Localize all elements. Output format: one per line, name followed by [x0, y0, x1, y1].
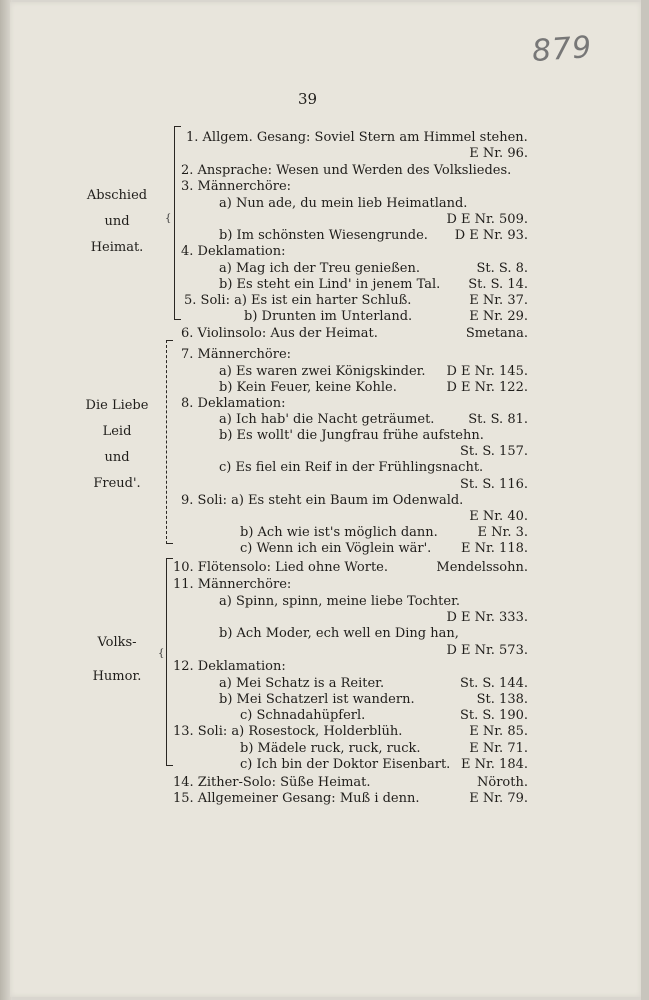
- bracket-cap: [166, 340, 173, 341]
- program-item-text: 1. Allgem. Gesang: Soviel Stern am Himmel stehen.: [186, 130, 528, 145]
- program-item-reference: E Nr. 71.: [469, 741, 528, 756]
- section-bracket-3: [166, 558, 167, 766]
- program-item-reference: E Nr. 184.: [461, 757, 528, 772]
- bracket-cap: [166, 765, 173, 766]
- section-label-line: und: [104, 450, 130, 465]
- program-item-text: a) Spinn, spinn, meine liebe Tochter.: [219, 594, 461, 609]
- program-item-text: b) Im schönsten Wiesengrunde.: [219, 228, 428, 243]
- section-label-humor: [67, 626, 167, 694]
- handwritten-note: 879: [530, 29, 594, 70]
- program-item-text: c) Ich bin der Doktor Eisenbart.: [240, 757, 451, 772]
- program-item-text: b) Kein Feuer, keine Kohle.: [219, 380, 397, 395]
- program-item-text: 3. Männerchöre:: [181, 179, 292, 194]
- program-item-text: b) Ach Moder, ech well en Ding han,: [219, 626, 459, 641]
- bracket-cap: [174, 126, 181, 127]
- program-item-reference: St. S. 116.: [459, 477, 528, 492]
- program-item-text: b) Mädele ruck, ruck, ruck.: [240, 741, 421, 756]
- section-label-line: Humor.: [92, 669, 142, 684]
- program-item-reference: E Nr. 40.: [469, 509, 528, 524]
- section-label-line: Freud'.: [93, 476, 141, 491]
- section-label-line: Volks-: [97, 635, 137, 650]
- program-item-text: 6. Violinsolo: Aus der Heimat.: [181, 326, 378, 341]
- section-label-line: Abschied: [86, 188, 148, 203]
- program-item-reference: St. S. 190.: [459, 708, 528, 723]
- program-item-text: 2. Ansprache: Wesen und Werden des Volksliedes.: [181, 163, 512, 178]
- program-item-text: 15. Allgemeiner Gesang: Muß i denn.: [173, 791, 420, 806]
- program-item-text: a) Es waren zwei Königskinder.: [219, 364, 426, 379]
- program-item-reference: Nöroth.: [477, 775, 528, 790]
- program-item-reference: D E Nr. 573.: [446, 643, 528, 658]
- program-item-text: 4. Deklamation:: [181, 244, 286, 259]
- program-item-reference: E Nr. 118.: [461, 541, 528, 556]
- program-item-text: 5. Soli: a) Es ist ein harter Schluß.: [184, 293, 412, 308]
- program-item-reference: St. S. 81.: [468, 412, 528, 427]
- program-item-reference: St. S. 144.: [459, 676, 528, 691]
- program-item-reference: St. S. 157.: [459, 444, 528, 459]
- program-item-text: b) Drunten im Unterland.: [244, 309, 413, 324]
- page-edge: [641, 0, 649, 1000]
- bracket-point: {: [165, 213, 172, 224]
- bracket-cap: [174, 319, 181, 320]
- program-item-text: 8. Deklamation:: [181, 396, 286, 411]
- bracket-cap: [166, 558, 173, 559]
- program-item-text: 10. Flötensolo: Lied ohne Worte.: [173, 560, 389, 575]
- section-bracket-1: [174, 126, 175, 320]
- program-item-text: a) Mei Schatz is a Reiter.: [219, 676, 385, 691]
- program-item-reference: E Nr. 29.: [469, 309, 528, 324]
- program-item-text: 12. Deklamation:: [173, 659, 286, 674]
- program-item-text: a) Nun ade, du mein lieb Heimatland.: [219, 196, 468, 211]
- page-number: 39: [298, 90, 318, 108]
- bracket-cap: [166, 543, 173, 544]
- program-item-reference: St. 138.: [476, 692, 528, 707]
- program-item-reference: St. S. 14.: [468, 277, 528, 292]
- program-item-reference: D E Nr. 145.: [446, 364, 528, 379]
- bracket-point: {: [158, 648, 165, 659]
- program-item-reference: Mendelssohn.: [436, 560, 528, 575]
- section-label-line: und: [104, 214, 130, 229]
- section-label-line: Die Liebe: [85, 398, 149, 413]
- section-bracket-2: [166, 340, 167, 544]
- program-item-reference: E Nr. 85.: [469, 724, 528, 739]
- program-item-text: 13. Soli: a) Rosestock, Holderblüh.: [173, 724, 403, 739]
- section-label-abschied: [67, 183, 167, 261]
- program-item-reference: D E Nr. 93.: [454, 228, 528, 243]
- program-item-text: 11. Männerchöre:: [173, 577, 292, 592]
- program-item-reference: E Nr. 3.: [477, 525, 528, 540]
- program-item-text: c) Es fiel ein Reif in der Frühlingsnacht.: [219, 460, 484, 475]
- section-label-line: Leid: [102, 424, 132, 439]
- program-item-text: c) Wenn ich ein Vöglein wär'.: [240, 541, 432, 556]
- program-item-reference: D E Nr. 122.: [446, 380, 528, 395]
- program-item-text: 14. Zither-Solo: Süße Heimat.: [173, 775, 371, 790]
- program-item-text: 7. Männerchöre:: [181, 347, 292, 362]
- program-item-reference: E Nr. 79.: [469, 791, 528, 806]
- program-item-text: 9. Soli: a) Es steht ein Baum im Odenwald.: [181, 493, 464, 508]
- program-item-reference: St. S. 8.: [476, 261, 528, 276]
- program-item-text: a) Mag ich der Treu genießen.: [219, 261, 420, 276]
- program-item-text: b) Es steht ein Lind' in jenem Tal.: [219, 277, 441, 292]
- program-item-reference: E Nr. 96.: [469, 146, 528, 161]
- program-item-text: c) Schnadahüpferl.: [240, 708, 366, 723]
- program-item-text: a) Ich hab' die Nacht geträumet.: [219, 412, 435, 427]
- program-item-text: b) Es wollt' die Jungfrau frühe aufstehn.: [219, 428, 484, 443]
- section-label-line: Heimat.: [90, 240, 144, 255]
- program-item-text: b) Mei Schatzerl ist wandern.: [219, 692, 415, 707]
- section-label-liebe: [67, 393, 167, 497]
- program-item-reference: E Nr. 37.: [469, 293, 528, 308]
- program-item-text: b) Ach wie ist's möglich dann.: [240, 525, 438, 540]
- program-item-reference: D E Nr. 333.: [446, 610, 528, 625]
- program-item-reference: D E Nr. 509.: [446, 212, 528, 227]
- program-item-reference: Smetana.: [465, 326, 528, 341]
